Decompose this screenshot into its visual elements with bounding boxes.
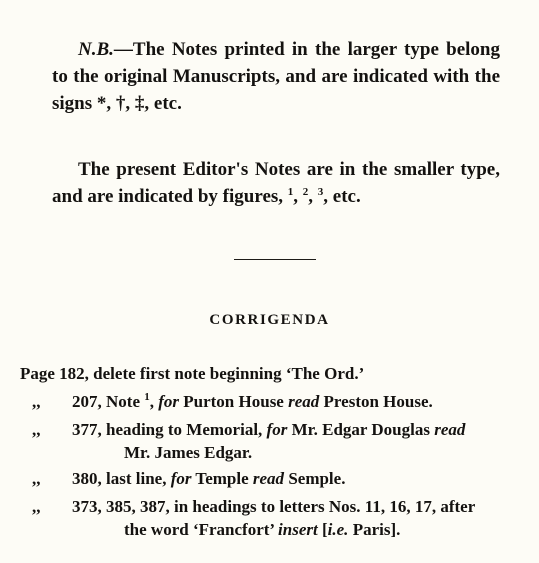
corrigenda-entry <box>72 390 433 414</box>
entry-to: Preston House. <box>319 392 433 411</box>
entry-text: [ <box>317 520 328 539</box>
entry-continuation <box>124 518 400 542</box>
notes-explanation-text: —The Notes printed in the larger type belong to the original Manuscripts, and are indicated with the signs *, †, ‡, etc. <box>52 39 500 114</box>
read-word: read <box>434 420 466 439</box>
entry-from: Purton House <box>179 392 289 411</box>
entry-text: 377, heading to Memorial, <box>72 420 267 439</box>
section-divider <box>234 259 316 260</box>
editor-notes-tail: , etc. <box>323 186 361 207</box>
footnote-figure-1: 1 <box>287 186 294 198</box>
entry-to: Semple. <box>284 469 346 488</box>
ditto-mark: ,, <box>32 497 41 516</box>
entry-from: Temple <box>191 469 253 488</box>
entry-text: Page 182, delete first note beginning <box>20 364 286 383</box>
entry-text: Paris]. <box>348 520 401 539</box>
entry-text: 207, Note <box>72 392 145 411</box>
editor-notes-text: The present Editor's Notes are in the smaller type, and are indicated by figures, <box>52 159 500 207</box>
nb-label: N.B. <box>78 39 114 60</box>
ditto-mark: ,, <box>32 420 41 439</box>
corrigenda-heading: CORRIGENDA <box>209 312 330 328</box>
entry-text: 380, last line, <box>72 469 171 488</box>
for-word: for <box>170 469 192 488</box>
notes-explanation-paragraph <box>52 36 500 117</box>
corrigenda-entry <box>20 362 364 386</box>
read-word: read <box>252 469 285 488</box>
entry-quote: ‘The Ord.’ <box>285 364 365 383</box>
read-word: read <box>288 392 320 411</box>
footnote-figure-3: 3 <box>317 186 324 198</box>
footnote-figure: 1 <box>144 391 150 403</box>
corrigenda-entry: 373, 385, 387, in headings to letters Nos. 11, 16, 17, after <box>72 497 476 516</box>
entry-from: Mr. Edgar Douglas <box>287 420 435 439</box>
corrigenda-entry <box>72 467 345 491</box>
entry-text: the word ‘Francfort’ <box>124 520 279 539</box>
insert-word: insert <box>278 520 318 539</box>
for-word: for <box>266 420 288 439</box>
separator: , <box>293 186 303 207</box>
ditto-mark: ,, <box>32 469 41 488</box>
corrigenda-entry <box>72 418 465 442</box>
separator: , <box>308 186 318 207</box>
separator: , <box>149 392 159 411</box>
for-word: for <box>158 392 180 411</box>
footnote-figure-2: 2 <box>302 186 309 198</box>
entry-continuation: Mr. James Edgar. <box>124 443 253 462</box>
ie-abbrev: i.e. <box>327 520 349 539</box>
ditto-mark: ,, <box>32 392 41 411</box>
editor-notes-paragraph <box>52 156 500 210</box>
